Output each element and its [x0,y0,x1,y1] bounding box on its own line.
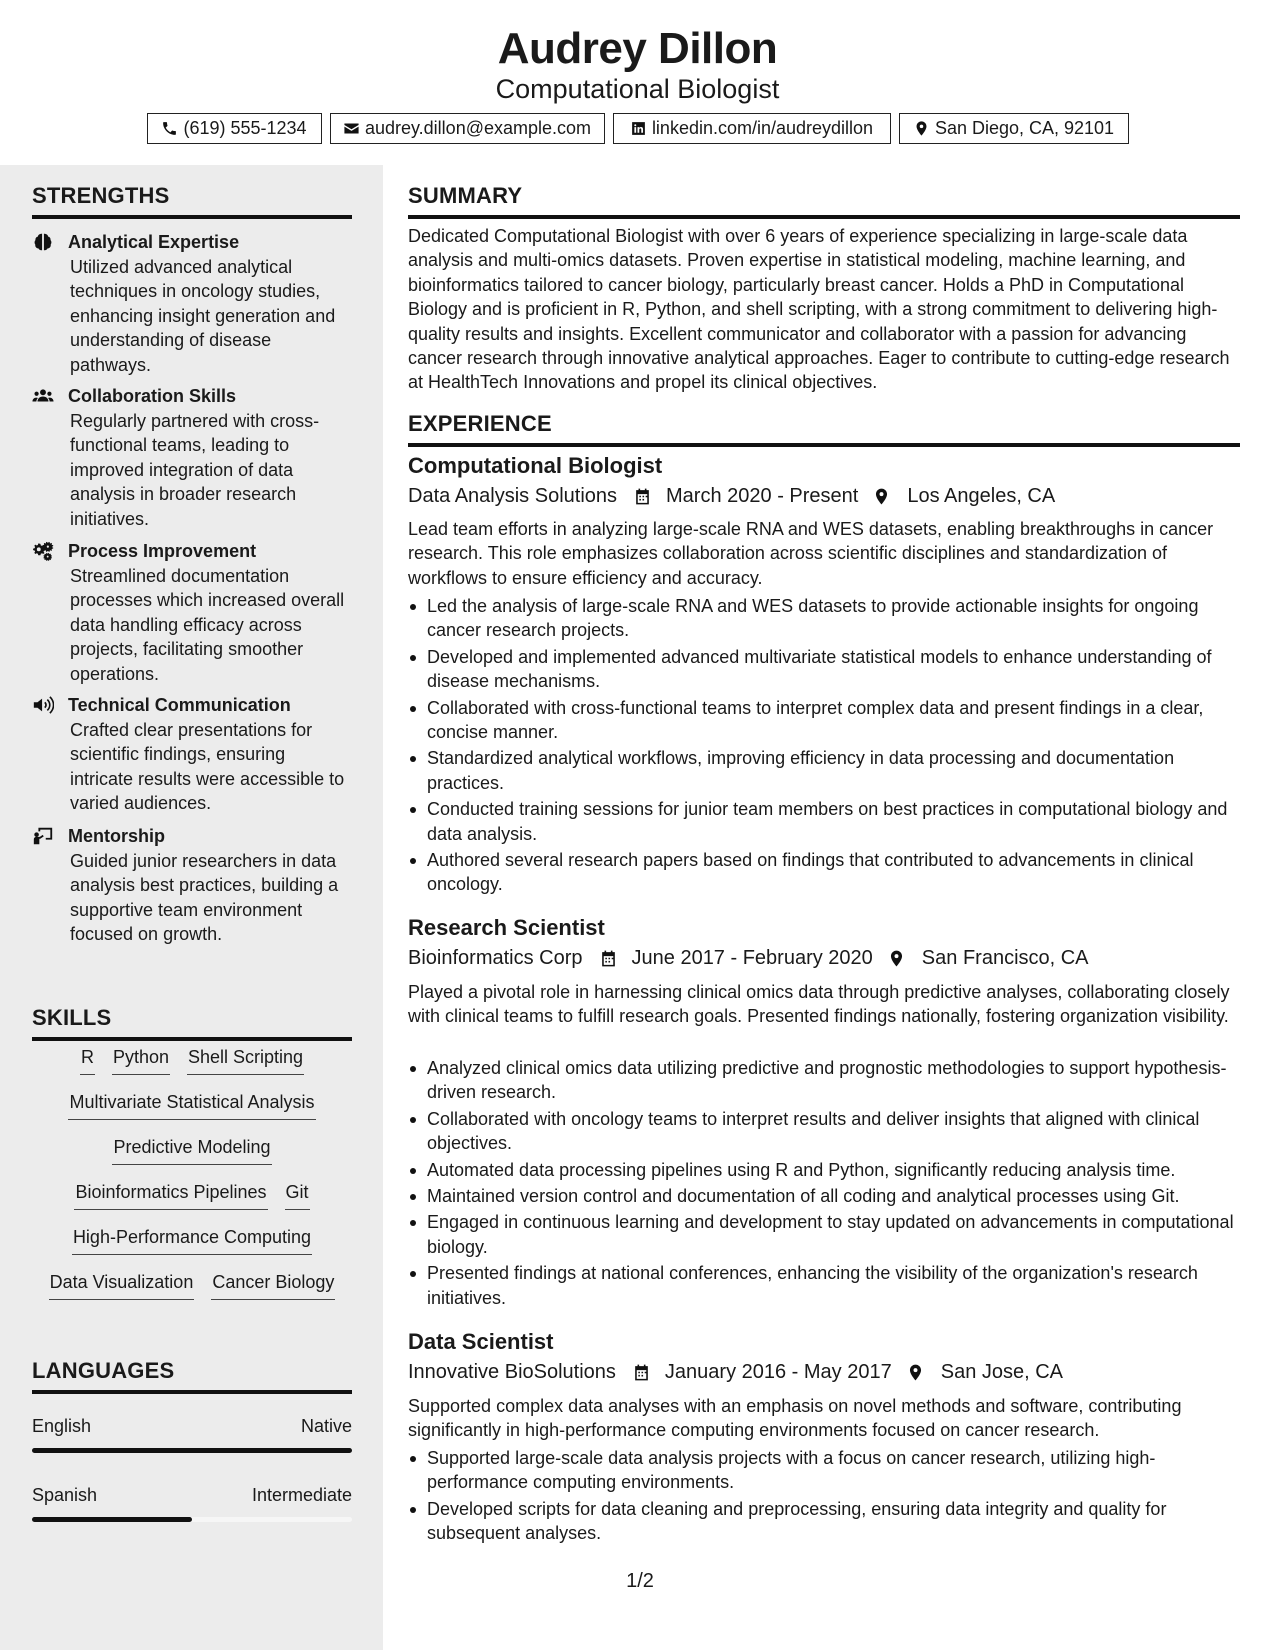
phone-icon [161,120,178,137]
strength-desc: Crafted clear presentations for scientific findings, ensuring intricate results were accessible to varied audiences. [70,720,345,814]
candidate-name: Audrey Dillon [497,24,778,73]
phone-text: (619) 555-1234 [183,118,307,138]
strength-item [32,693,352,816]
strength-desc: Utilized advanced analytical techniques in oncology studies, enhancing insight generation and understanding of disease pathways. [70,257,336,375]
strength-title: Process Improvement [68,541,257,561]
summary-title: SUMMARY [408,183,1240,219]
list-item: Conducted training sessions for junior team members on best practices in computational biology and data analysis. [408,797,1240,846]
envelope-icon [343,120,360,137]
contact-bar [0,113,1275,144]
list-item: Developed and implemented advanced multivariate statistical models to enhance understanding of disease mechanisms. [408,645,1240,694]
language-bar [32,1517,352,1522]
job-dates: June 2017 - February 2020 [631,947,873,969]
location-text: San Diego, CA, 92101 [934,118,1115,138]
contact-location[interactable] [899,113,1129,144]
summary-text: Dedicated Computational Biologist with over 6 years of experience specializing in large-scale data analysis and multi-omics datasets. Proven expertise in statistical modeling, machine learning, and bioinformatics tailored to cancer biology, particularly breast cancer. Holds a PhD in Computational Biology and is proficient in R, Python, and shell scripting, with a strong commitment to delivering high-quality results and insights. Excellent communicator and collaborator with a passion for advancing cancer research through innovative analytical approaches. Eager to contribute to cutting-edge research at HealthTech Innovations and propel its clinical objectives. [408,226,1230,393]
candidate-role: Computational Biologist [495,74,780,104]
calendar-icon [599,949,618,968]
strength-item [32,230,352,377]
job-meta [408,945,1089,971]
list-item: Automated data processing pipelines using R and Python, significantly reducing analysis time. [408,1158,1240,1182]
resume-header [0,0,1275,165]
job-dates: March 2020 - Present [666,485,859,507]
strength-title: Collaboration Skills [68,386,237,406]
language-bar-fill [32,1517,192,1522]
contact-linkedin[interactable] [613,113,891,144]
strength-item [32,539,352,686]
list-item: Developed scripts for data cleaning and preprocessing, ensuring data integrity and quality for subsequent analyses. [408,1497,1240,1546]
strength-item [32,384,352,531]
skill-tag: High-Performance Computing [72,1225,312,1255]
map-pin-icon [887,949,906,968]
strength-title: Technical Communication [68,695,291,715]
job-company: Bioinformatics Corp [408,947,583,969]
job-company: Innovative BioSolutions [408,1361,616,1383]
job-dates: January 2016 - May 2017 [664,1361,892,1383]
page-number: 1/2 [626,1570,654,1592]
teacher-icon [32,825,54,847]
strength-title: Mentorship [68,826,165,846]
list-item: Authored several research papers based on findings that contributed to advancements in clinical oncology. [408,848,1240,897]
job-company: Data Analysis Solutions [408,485,618,507]
skill-tag: Python [112,1045,170,1075]
contact-email[interactable] [330,113,605,144]
job-meta [408,483,1055,509]
list-item: Maintained version control and documentation of all coding and analytical processes using Git. [408,1184,1240,1208]
list-item: Engaged in continuous learning and development to stay updated on advancements in computational biology. [408,1210,1240,1259]
language-level: Native [300,1416,352,1436]
calendar-icon [632,1363,651,1382]
strength-desc: Guided junior researchers in data analysis best practices, building a supportive team environment focused on growth. [70,851,339,945]
brain-icon [32,231,54,253]
strengths-title: STRENGTHS [32,183,352,219]
list-item: Standardized analytical workflows, improving efficiency in data processing and documentation practices. [408,746,1240,795]
job-bullets [408,1446,1240,1548]
list-item: Collaborated with oncology teams to interpret results and deliver insights that aligned with clinical objectives. [408,1107,1240,1156]
skill-tag: R [80,1045,95,1075]
strength-desc: Regularly partnered with cross-functional teams, leading to improved integration of data analysis in broader research initiatives. [70,411,320,529]
map-pin-icon [906,1363,925,1382]
job-title: Data Scientist [408,1329,554,1354]
job-bullets [408,1056,1240,1312]
language-level: Intermediate [251,1485,352,1505]
linkedin-text: linkedin.com/in/audreydillon [651,118,874,138]
language-item [32,1414,352,1453]
map-pin-icon [872,487,891,506]
language-name: English [32,1416,92,1436]
skill-tag: Shell Scripting [187,1045,304,1075]
job-location: San Jose, CA [940,1361,1064,1383]
job-description: Supported complex data analyses with an emphasis on novel methods and software, contributing significantly in high-performance computing environments focused on cancer research. [408,1396,1182,1441]
language-bar [32,1448,352,1453]
job-description: Played a pivotal role in harnessing clinical omics data through predictive analyses, collaborating closely with clinical teams to fulfill research goals. Presented findings nationally, fostering organization visibility. [408,982,1230,1027]
list-item: Supported large-scale data analysis projects with a focus on cancer research, utilizing high-performance computing environments. [408,1446,1240,1495]
linkedin-icon [630,120,647,137]
job-bullets [408,594,1240,899]
job-title: Computational Biologist [408,453,663,478]
job-description: Lead team efforts in analyzing large-scale RNA and WES datasets, enabling breakthroughs in cancer research. This role emphasizes collaboration across scientific disciplines and standardization of workflows to ensure efficiency and accuracy. [408,519,1214,588]
experience-title: EXPERIENCE [408,411,1240,447]
skill-tag: Bioinformatics Pipelines [74,1180,267,1210]
skill-tag: Predictive Modeling [112,1135,271,1165]
skill-tag: Cancer Biology [211,1270,335,1300]
skill-tag: Data Visualization [49,1270,195,1300]
speaker-icon [32,694,54,716]
skill-tag: Multivariate Statistical Analysis [68,1090,315,1120]
skills-title: SKILLS [32,1005,352,1041]
job-location: San Francisco, CA [921,947,1089,969]
language-bar-fill [32,1448,352,1453]
list-item: Collaborated with cross-functional teams to interpret complex data and present findings in a clear, concise manner. [408,696,1240,745]
list-item: Led the analysis of large-scale RNA and WES datasets to provide actionable insights for ongoing cancer research projects. [408,594,1240,643]
job-location: Los Angeles, CA [907,485,1056,507]
list-item: Analyzed clinical omics data utilizing predictive and prognostic methodologies to support hypothesis-driven research. [408,1056,1240,1105]
languages-title: LANGUAGES [32,1358,352,1394]
contact-phone[interactable] [147,113,322,144]
gears-icon [32,540,54,562]
strength-title: Analytical Expertise [68,232,240,252]
language-item [32,1483,352,1522]
strength-item [32,824,352,947]
strength-desc: Streamlined documentation processes which increased overall data handling efficacy across projects, facilitating smoother operations. [70,566,345,684]
email-text: audrey.dillon@example.com [364,118,592,138]
skill-tag: Git [285,1180,310,1210]
job-title: Research Scientist [408,915,605,940]
map-pin-icon [913,120,930,137]
list-item: Presented findings at national conferences, enhancing the visibility of the organization's research initiatives. [408,1261,1240,1310]
users-icon [32,385,54,407]
language-name: Spanish [32,1485,98,1505]
job-meta [408,1359,1063,1385]
calendar-icon [633,487,652,506]
skills-list [32,1045,352,1315]
